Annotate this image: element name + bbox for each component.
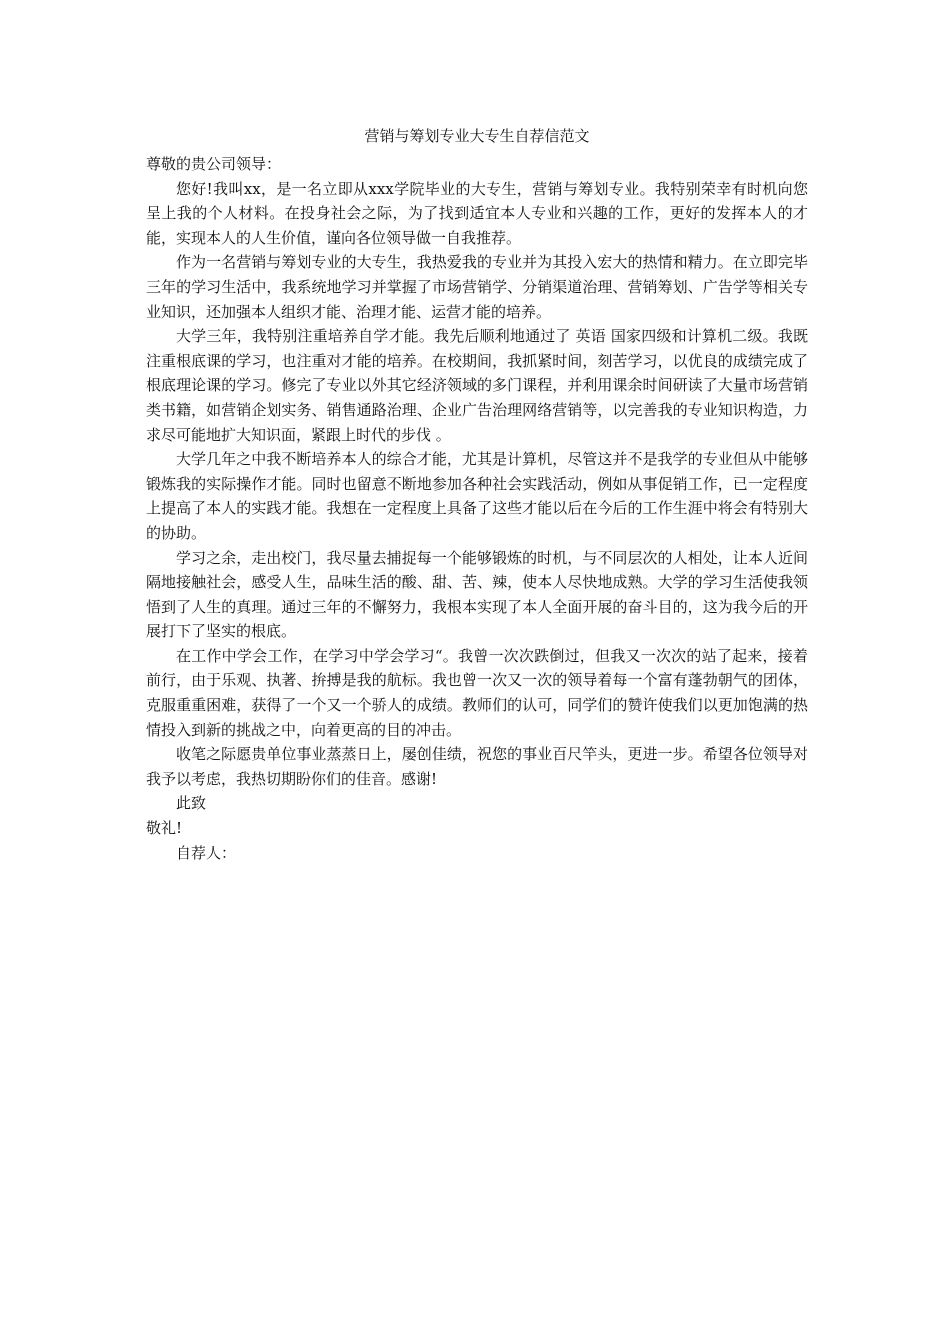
paragraph-work: 在工作中学会工作，在学习中学会学习“。我曾一次次跌倒过，但我又一次次的站了起来，接着前行，由于乐观、执著、拚搏是我的航标。我也曾一次又一次的领导着每一个富有蓬勃朝气的团体，克服重重困难，获得了一个又一个骄人的成绩。教师们的认可，同学们的赞许使我们以更加饱满的热情投入到新的挑战之中，向着更高的目的冲击。	[146, 646, 808, 739]
paragraph-practice: 学习之余，走出校门，我尽量去捕捉每一个能够锻炼的时机，与不同层次的人相处，让本人近间隔地接触社会，感受人生，品味生活的酸、甜、苦、辣，使本人尽快地成熟。大学的学习生活使我领悟到了人生的真理。通过三年的不懈努力，我根本实现了本人全面开展的奋斗目的，这为我今后的开展打下了坚实的根底。	[146, 548, 808, 641]
letter-page	[146, 124, 808, 865]
signature: 自荐人：	[176, 843, 237, 862]
paragraph-study: 大学三年，我特别注重培养自学才能。我先后顺利地通过了 英语 国家四级和计算机二级。我既注重根底课的学习，也注重对才能的培养。在校期间，我抓紧时间，刻苦学习，以优良的成绩完成了根底理论课的学习。修完了专业以外其它经济领域的多门课程，并利用课余时间研读了大量市场营销类书籍，如营销企划实务、销售通路治理、企业广告治理网络营销等，以完善我的专业知识构造，力求尽可能地扩大知识面，紧跟上时代的步伐 。	[146, 327, 808, 444]
paragraph-closing: 收笔之际愿贵单位事业蒸蒸日上，屡创佳绩，祝您的事业百尺竿头，更进一步。希望各位领导对我予以考虑，我热切期盼你们的佳音。感谢!	[146, 745, 808, 788]
paragraph-major: 作为一名营销与筹划专业的大专生，我热爱我的专业并为其投入宏大的热情和精力。在立即完毕三年的学习生活中，我系统地学习并掌握了市场营销学、分销渠道治理、营销筹划、广告学等相关专业知识，还加强本人组织才能、治理才能、运营才能的培养。	[146, 253, 808, 321]
document-title: 营销与筹划专业大专生自荐信范文	[364, 127, 590, 145]
paragraph-skills: 大学几年之中我不断培养本人的综合才能，尤其是计算机，尽管这并不是我学的专业但从中能够锻炼我的实际操作才能。同时也留意不断地参加各种社会实践活动，例如从事促销工作，已一定程度上提高了本人的实践才能。我想在一定程度上具备了这些才能以后在今后的工作生涯中将会有特别大的协助。	[146, 450, 808, 542]
salutation: 尊敬的贵公司领导：	[146, 155, 282, 173]
paragraph-greeting: 您好!我叫xx，是一名立即从xxx学院毕业的大专生，营销与筹划专业。我特别荣幸有时机向您呈上我的个人材料。在投身社会之际，为了找到适宜本人专业和兴趣的工作，更好的发挥本人的才能，实现本人的人生价值，谨向各位领导做一自我推荐。	[146, 179, 808, 247]
closing-jingli: 敬礼!	[146, 819, 183, 838]
closing-cizhi: 此致	[176, 794, 207, 813]
